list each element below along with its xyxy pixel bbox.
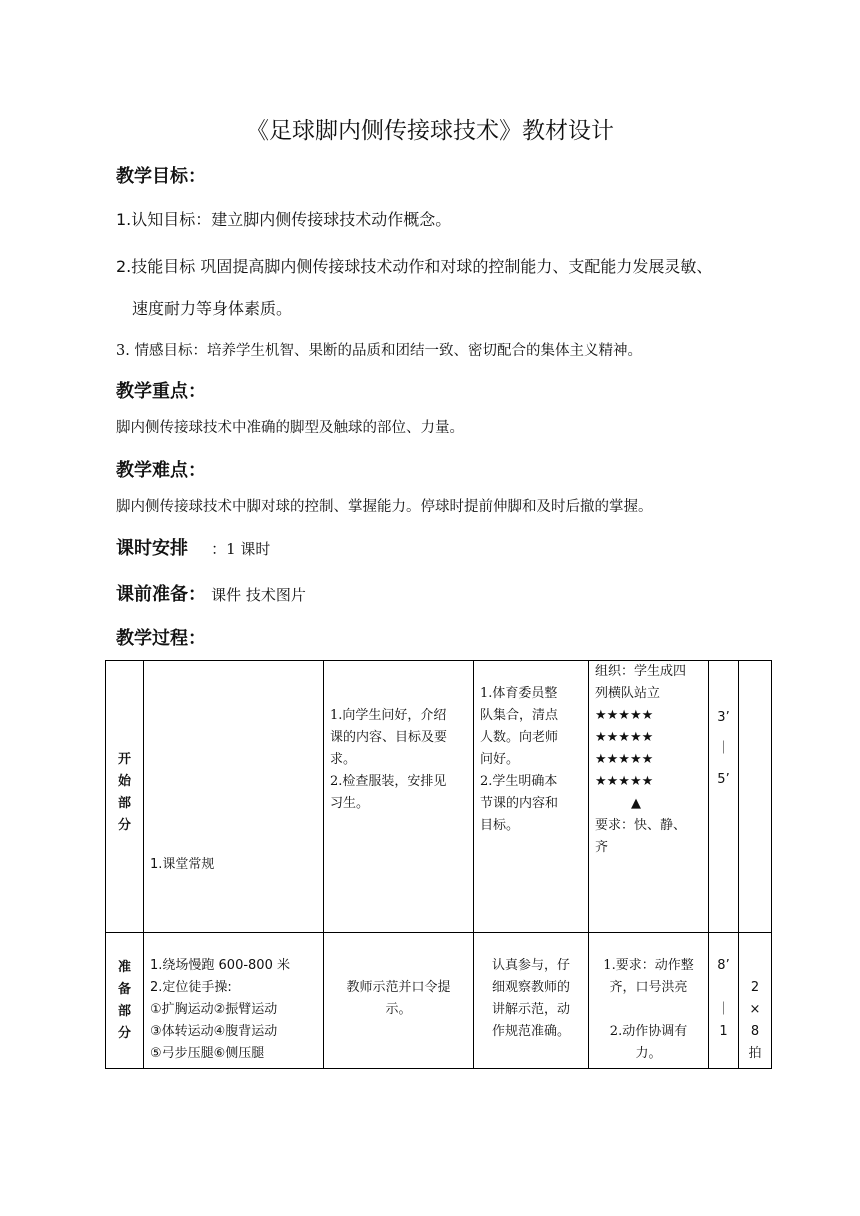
organization-line: 组织：学生成四 [595,664,687,679]
reps-line: 2 [750,980,760,995]
preparation-line [116,580,306,606]
content-line: ③体转运动④腹背运动 [150,1024,278,1039]
time-cell [709,933,739,1069]
section-char: 始 [117,774,131,789]
content-line: ①扩胸运动②振臂运动 [150,1002,278,1017]
table-row-start [106,661,772,933]
section-char: 备 [117,982,131,997]
reps-line: 8 [750,1024,760,1039]
student-line: 问好。 [480,752,520,767]
formation-row: ★★★★★ [595,752,654,767]
section-cell [106,661,144,933]
student-activities [474,933,588,1046]
reps-cell [739,933,772,1069]
content-line: 1.绕场慢跑 600-800 米 [150,958,290,973]
key-points-heading: 教学重点： [116,381,206,402]
section-char: 部 [117,1004,131,1019]
content-cell [144,933,324,1069]
content-line: ⑤弓步压腿⑥侧压腿 [150,1046,265,1061]
difficulties-heading: 教学难点： [116,460,206,481]
key-points-text: 脚内侧传接球技术中准确的脚型及触球的部位、力量。 [116,420,464,436]
time-line: 1 [719,1024,728,1039]
teacher-activities [324,661,473,818]
student-line: 节课的内容和 [480,796,559,811]
schedule-label: 课时安排 [116,538,188,559]
reps-value [739,933,771,1065]
process-heading: 教学过程： [116,628,206,649]
formation-row: ★★★★★ [595,774,654,789]
time-line: 3’ [717,710,730,725]
reps-line: × [749,1002,761,1017]
organization-line: 力。 [635,1046,662,1061]
section-cell [106,933,144,1069]
organization-info [589,933,708,1068]
difficulties-text: 脚内侧传接球技术中脚对球的控制、掌握能力。停球时提前伸脚和及时后撤的掌握。 [116,499,653,515]
organization-info [589,661,708,862]
organization-line [595,999,702,1021]
teacher-line: 1.向学生问好，介绍 [330,708,447,723]
teacher-line: 教师示范并口令提 [346,980,451,995]
organization-line: 齐，口号洪亮 [609,980,688,995]
teacher-line: 课的内容、目标及要 [330,730,448,745]
preparation-value: 课件 技术图片 [211,586,306,604]
student-line: 1.体育委员整 [480,686,558,701]
student-line: 讲解示范，动 [491,1002,570,1017]
student-cell [474,933,589,1069]
content-list [144,933,323,1068]
content-text: 1.课堂常规 [150,857,215,872]
time-line: ｜ [716,741,730,756]
organization-cell [589,933,709,1069]
organization-line: 齐 [595,840,609,855]
section-char: 开 [117,752,131,767]
objective-1: 1.认知目标：建立脚内侧传接球技术动作概念。 [116,210,452,229]
student-line: 认真参与，仔 [491,958,570,973]
formation-row: ★★★★★ [595,708,654,723]
objectives-heading: 教学目标： [116,166,206,187]
organization-line: 列横队站立 [595,686,661,701]
time-value [709,933,738,1043]
formation-row: ★★★★★ [595,730,654,745]
section-char: 准 [117,960,131,975]
reps-cell [739,661,772,933]
section-label [106,933,143,1045]
schedule-line [116,534,270,560]
organization-cell [589,661,709,933]
content-line: 2.定位徒手操: [150,980,232,995]
content-cell [144,661,324,933]
time-line: ｜ [716,1002,730,1017]
teacher-line: 示。 [385,1002,412,1017]
objective-3: 3. 情感目标：培养学生机智、果断的品质和团结一致、密切配合的集体主义精神。 [116,343,642,359]
time-cell [709,661,739,933]
time-value [709,661,738,791]
student-line: 2.学生明确本 [480,774,558,789]
time-line: 5’ [717,772,730,787]
time-line: 8’ [717,958,730,973]
schedule-value: ：1 课时 [211,540,271,558]
objective-2: 2.技能目标 巩固提高脚内侧传接球技术动作和对球的控制能力、支配能力发展灵敏、 [116,257,713,276]
teacher-cell [324,933,474,1069]
student-line: 人数。向老师 [480,730,559,745]
page-title: 《足球脚内侧传接球技术》教材设计 [246,118,614,144]
reps-line: 拍 [748,1046,762,1061]
teacher-cell [324,661,474,933]
section-char: 分 [117,818,131,833]
objective-2-cont: 速度耐力等身体素质。 [132,299,293,318]
table-row-prep [106,933,772,1069]
lesson-table [105,660,772,1069]
student-line: 目标。 [480,818,520,833]
teacher-line: 2.检查服装，安排见 [330,774,447,789]
student-line: 作规范准确。 [491,1024,570,1039]
preparation-label: 课前准备： [116,584,206,605]
time-line [709,977,738,999]
student-cell [474,661,589,933]
teacher-line: 求。 [330,752,357,767]
student-activities [474,661,588,840]
section-label [106,661,143,837]
organization-line: 要求：快、静、 [595,818,687,833]
student-line: 细观察教师的 [491,980,570,995]
organization-line: 2.动作协调有 [609,1024,688,1039]
section-char: 分 [117,1026,131,1041]
teacher-line: 习生。 [330,796,370,811]
teacher-position-icon: ▲ [631,796,641,811]
section-char: 部 [117,796,131,811]
teacher-activities [324,933,473,1024]
student-line: 队集合，清点 [480,708,559,723]
organization-line: 1.要求：动作整 [603,958,694,973]
